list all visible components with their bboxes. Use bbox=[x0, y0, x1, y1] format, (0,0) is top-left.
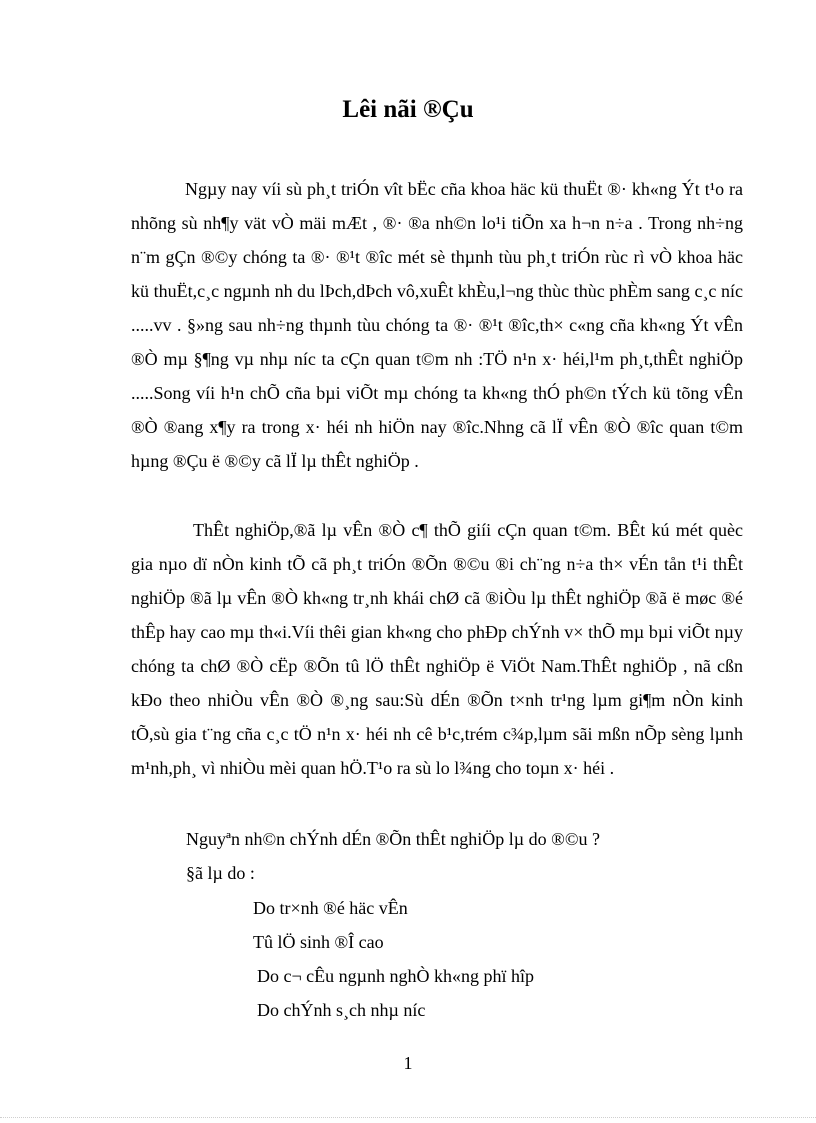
cause-question: Nguyªn nh©n chÝnh dÉn ®Õn thÊt nghiÖp lµ do ®©u ? bbox=[186, 829, 601, 849]
page-number: 1 bbox=[403, 1053, 413, 1073]
document-title: Lêi nãi ®Çu bbox=[342, 96, 474, 123]
reason-item-3: Do c¬ cÊu ngµnh nghÒ kh«ng phï hîp bbox=[257, 966, 534, 986]
reason-item-2: Tû lÖ sinh ®Î cao bbox=[253, 932, 384, 952]
page-edge-divider bbox=[0, 1117, 816, 1118]
paragraph-2: ThÊt nghiÖp,®ã lµ vÊn ®Ò c¶ thÕ giíi cÇn quan t©m. BÊt kú mét quèc gia nµo dï nÒn kinh tÕ cã ph¸t triÓn ®Õn ®©u ®i ch¨ng n÷a th× vÉn tån t¹i thÊt nghiÖp ®ã lµ vÊn ®Ò kh«ng tr¸nh khái chØ cã ®iÒu lµ thÊt nghiÖp ®ã ë møc ®é thÊp hay cao mµ th«i.Víi thêi gian kh«ng cho phÐp chÝnh v× thÕ mµ bµi viÕt nµy chóng ta chØ ®Ò cËp ®Õn tû lÖ thÊt nghiÖp ë ViÖt Nam.ThÊt nghiÖp , nã cßn kÐo theo nhiÒu vÊn ®Ò ®¸ng sau:Sù dÉn ®Õn t×nh tr¹ng lµm gi¶m nÒn kinh tÕ,sù gia t¨ng cña c¸c tÖ n¹n x· héi nh cê b¹c,trém c¾p,lµm sãi mßn nÕp sèng lµnh m¹nh,ph¸ vì nhiÒu mèi quan hÖ.T¹o ra sù lo l¾ng cho toµn x· héi . bbox=[131, 520, 743, 778]
reason-item-1: Do tr×nh ®é häc vÊn bbox=[253, 898, 408, 918]
paragraph-1-block bbox=[131, 172, 743, 478]
paragraph-1: Ngµy nay víi sù ph¸t triÓn vît bËc cña khoa häc kü thuËt ®· kh«ng Ýt t¹o ra nhõng sù nh¶y vät vÒ mäi mÆt , ®· ®a nh©n lo¹i tiÕn xa h¬n n÷a . Trong nh÷ng n¨m gÇn ®©y chóng ta ®· ®¹t ®îc mét sè thµnh tùu ph¸t triÓn rùc rì vÒ khoa häc kü thuËt,c¸c ngµnh nh du lÞch,dÞch vô,xuÊt khÈu,l¬ng thùc thùc phÈm sang c¸c níc .....vv . §»ng sau nh÷ng thµnh tùu chóng ta ®· ®¹t ®îc,th× c«ng cña kh«ng Ýt vÊn ®Ò mµ §¶ng vµ nhµ níc ta cÇn quan t©m nh :TÖ n¹n x· héi,l¹m ph¸t,thÊt nghiÖp .....Song víi h¹n chÕ cña bµi viÕt mµ chóng ta kh«ng thÓ ph©n tÝch kü tõng vÊn ®Ò ®ang x¶y ra trong x· héi nh hiÖn nay ®îc.Nhng cã lÏ vÊn ®Ò ®îc quan t©m hµng ®Çu ë ®©y cã lÏ lµ thÊt nghiÖp . bbox=[131, 179, 743, 471]
reason-item-4: Do chÝnh s¸ch nhµ níc bbox=[257, 1000, 426, 1020]
reason-label: §ã lµ do : bbox=[186, 863, 255, 883]
paragraph-2-block bbox=[131, 513, 743, 785]
